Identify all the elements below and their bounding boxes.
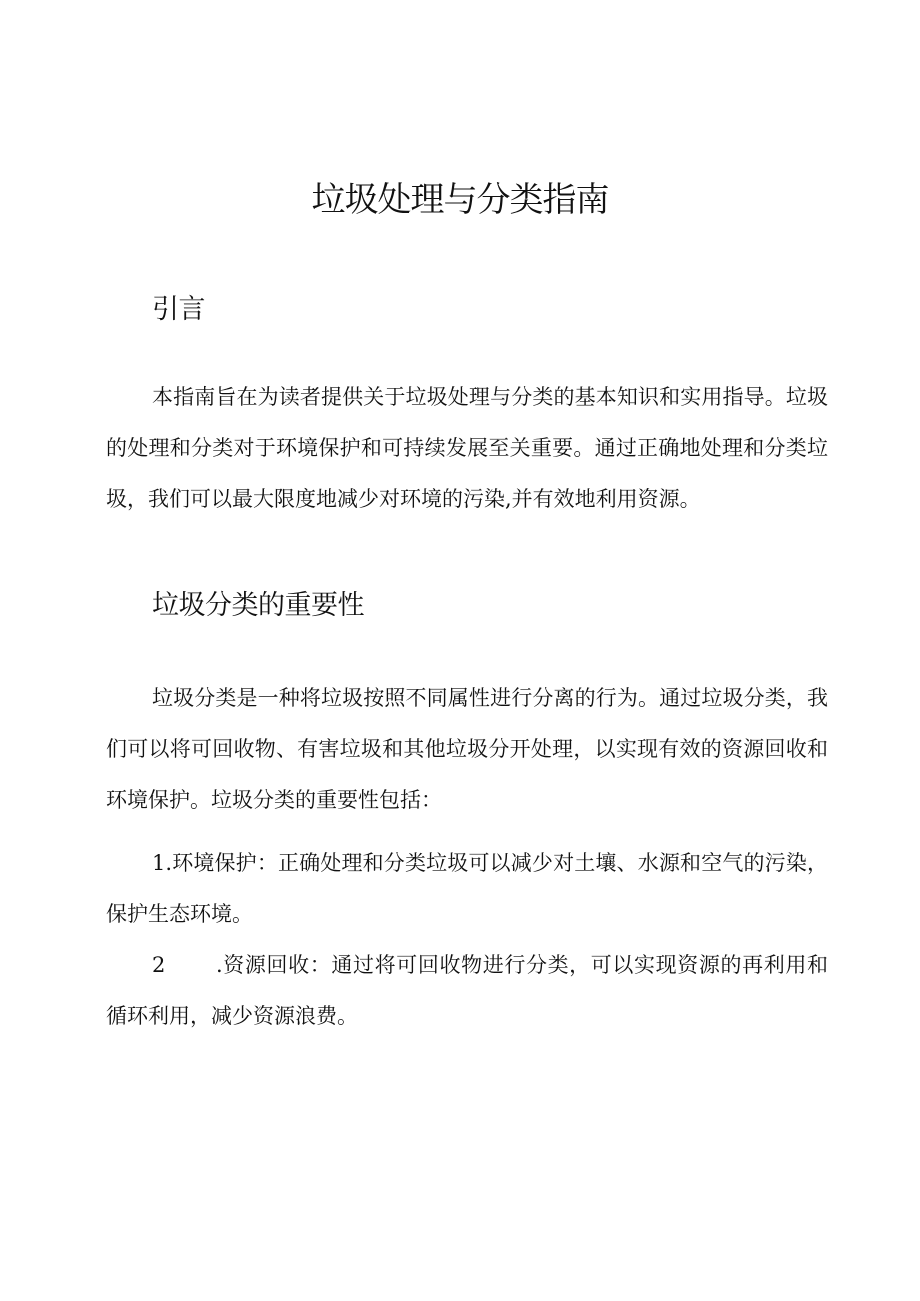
importance-paragraph: 垃圾分类是一种将垃圾按照不同属性进行分离的行为。通过垃圾分类，我们可以将可回收物、有害垃圾和其他垃圾分开处理，以实现有效的资源回收和环境保护。垃圾分类的重要性包括： <box>106 686 828 812</box>
list-item-resource <box>106 940 828 1042</box>
list-item-number: 2 <box>152 953 166 977</box>
list-item-text: 环境保护：正确处理和分类垃圾可以减少对土壤、水源和空气的污染，保护生态环境。 <box>106 851 828 926</box>
document-title: 垃圾处理与分类指南 <box>311 180 609 220</box>
list-item-text: .资源回收：通过将可回收物进行分类，可以实现资源的再利用和循环利用，减少资源浪费。 <box>106 953 828 1028</box>
list-item-environment <box>106 838 828 940</box>
introduction-paragraph: 本指南旨在为读者提供关于垃圾处理与分类的基本知识和实用指导。垃圾的处理和分类对于环境保护和可持续发展至关重要。通过正确地处理和分类垃圾，我们可以最大限度地减少对环境的污染,并有效地利用资源。 <box>106 385 828 511</box>
section-heading-introduction: 引言 <box>152 294 205 325</box>
section-heading-importance: 垃圾分类的重要性 <box>152 590 364 621</box>
list-item-number: 1. <box>152 851 173 875</box>
